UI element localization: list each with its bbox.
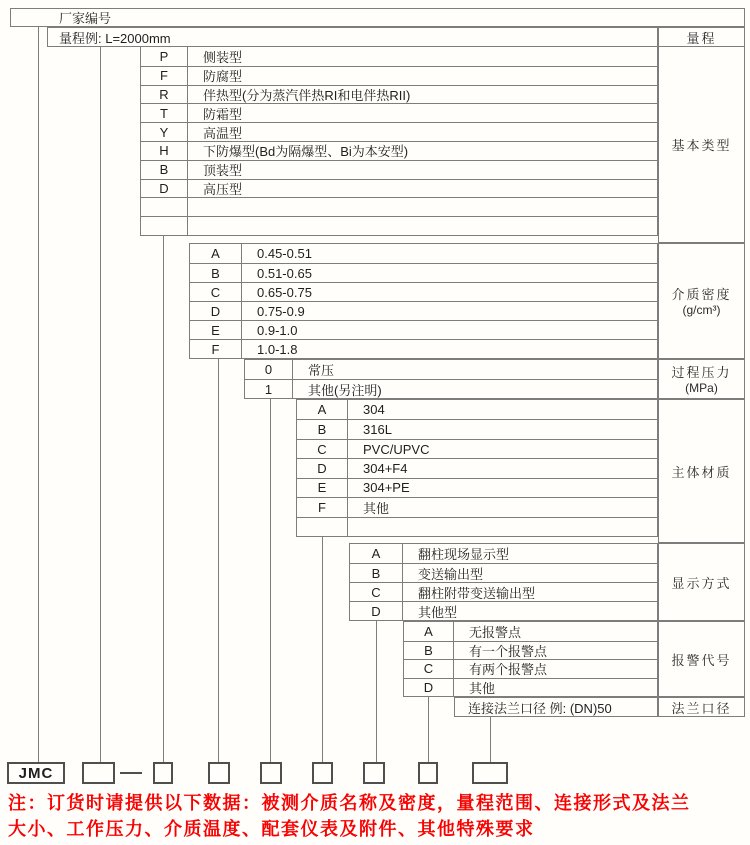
table-row (297, 497, 657, 516)
category-label-medium-density: 介质密度 (g/cm³) (658, 243, 745, 359)
code-dash-separator (120, 772, 142, 774)
medium-density-table (189, 243, 658, 359)
table-row (190, 301, 657, 320)
table-row (141, 179, 657, 198)
table-row (141, 122, 657, 141)
table-row (404, 678, 657, 697)
factory-code-label: 厂家编号 (59, 11, 112, 26)
table-row (245, 360, 657, 379)
code-cell: 1 (245, 380, 293, 398)
body-material-table (296, 399, 658, 537)
code-cell: D (297, 459, 348, 477)
code-cell: P (141, 47, 188, 66)
range-label: 量程 (686, 30, 717, 46)
desc-cell: 高压型 (203, 182, 243, 197)
desc-cell (188, 198, 657, 216)
table-row (404, 641, 657, 660)
table-row (190, 339, 657, 358)
basic-type-table (140, 46, 658, 236)
code-box-pressure (260, 762, 282, 784)
category-label-range (658, 27, 745, 47)
model-prefix: JMC (18, 764, 54, 782)
category-label-display-mode: 显示方式 (658, 543, 745, 621)
code-cell: C (190, 283, 242, 301)
pressure-unit: (MPa) (685, 381, 718, 395)
code-cell: F (297, 498, 348, 516)
connector-line-range (100, 47, 101, 762)
code-box-basic-type (153, 762, 173, 784)
code-cell (141, 217, 188, 235)
code-cell: D (404, 679, 454, 697)
code-cell: A (404, 622, 454, 641)
desc-cell: 0.45-0.51 (257, 246, 312, 261)
model-prefix-box (7, 762, 65, 784)
connector-line-alarm (428, 697, 429, 762)
desc-cell: 侧装型 (203, 49, 243, 65)
table-row (190, 320, 657, 339)
desc-cell: 翻柱现场显示型 (418, 547, 510, 562)
code-cell: H (141, 142, 188, 160)
code-cell: C (297, 440, 348, 458)
range-example-text: 量程例: L=2000mm (59, 30, 171, 46)
table-row (190, 263, 657, 282)
table-row (141, 141, 657, 160)
desc-cell: 常压 (308, 363, 335, 378)
connector-line-display (376, 621, 377, 762)
code-cell: C (350, 583, 403, 601)
desc-cell: 无报警点 (469, 624, 522, 640)
connector-line-material (322, 537, 323, 762)
code-cell: A (190, 244, 242, 263)
code-cell: D (350, 602, 403, 620)
desc-cell: 下防爆型(Bd为隔爆型、Bi为本安型) (203, 144, 409, 160)
desc-cell: 0.75-0.9 (257, 303, 305, 319)
desc-cell: 翻柱附带变送输出型 (418, 585, 536, 601)
desc-cell: 其他 (469, 680, 496, 696)
desc-cell: 1.0-1.8 (257, 341, 298, 357)
code-cell: A (350, 544, 403, 563)
connector-line-basic-type (163, 236, 164, 762)
category-label-body-material: 主体材质 (658, 399, 745, 543)
desc-cell: 304+PE (363, 480, 410, 496)
code-cell: F (190, 340, 242, 358)
code-cell: R (141, 86, 188, 104)
code-cell: B (297, 420, 348, 438)
connector-line-flange (490, 717, 491, 762)
desc-cell: 防腐型 (203, 69, 243, 85)
table-row (141, 85, 657, 104)
desc-cell: 其他(另注明) (308, 382, 382, 398)
table-row (141, 66, 657, 85)
table-row (404, 659, 657, 678)
code-cell: B (141, 161, 188, 179)
code-cell: A (297, 400, 348, 419)
factory-code-box (10, 8, 745, 27)
table-row-empty (141, 216, 657, 235)
desc-cell: 304 (363, 402, 385, 418)
category-label-alarm-code: 报警代号 (658, 621, 745, 697)
table-row (190, 244, 657, 263)
desc-cell: 有一个报警点 (469, 643, 548, 659)
table-row (350, 601, 657, 620)
code-cell: E (297, 479, 348, 497)
density-unit: (g/cm³) (682, 303, 721, 317)
table-row (297, 478, 657, 497)
table-row (350, 582, 657, 601)
code-cell: E (190, 321, 242, 339)
desc-cell: 0.65-0.75 (257, 284, 312, 300)
range-example-box (47, 27, 658, 47)
table-row (297, 400, 657, 419)
code-box-flange (472, 762, 508, 784)
category-label-process-pressure: 过程压力 (MPa) (658, 359, 745, 399)
desc-cell (188, 217, 657, 235)
code-cell (297, 518, 348, 536)
desc-cell (348, 518, 657, 536)
connector-line-factory (38, 27, 39, 762)
code-cell: Y (141, 123, 188, 141)
table-row (404, 622, 657, 641)
order-note: 注：订货时请提供以下数据：被测介质名称及密度，量程范围、连接形式及法兰大小、工作压力、介质温度、配套仪表及附件、其他特殊要求 (8, 793, 691, 839)
code-box-range (82, 762, 115, 784)
desc-cell: 304+F4 (363, 460, 408, 476)
code-cell (141, 198, 188, 216)
desc-cell: 其他型 (418, 604, 458, 620)
desc-cell: PVC/UPVC (363, 441, 430, 457)
connector-line-density (218, 359, 219, 762)
flange-size-box (454, 697, 658, 717)
table-row (245, 379, 657, 398)
table-row-empty (297, 517, 657, 536)
code-cell: B (350, 564, 403, 582)
table-row (297, 419, 657, 438)
table-row (297, 439, 657, 458)
table-row (190, 282, 657, 301)
desc-cell: 有两个报警点 (469, 662, 548, 678)
code-cell: B (404, 642, 454, 660)
table-row (141, 47, 657, 66)
code-box-display (363, 762, 385, 784)
category-label-flange-size: 法兰口径 (658, 697, 745, 717)
desc-cell: 0.51-0.65 (257, 265, 312, 281)
table-row (350, 563, 657, 582)
code-box-material (312, 762, 333, 784)
desc-cell: 0.9-1.0 (257, 322, 298, 338)
desc-cell: 其他 (363, 500, 390, 516)
code-cell: C (404, 660, 454, 678)
table-row (297, 458, 657, 477)
code-box-alarm (418, 762, 438, 784)
code-cell: F (141, 67, 188, 85)
code-cell: B (190, 264, 242, 282)
code-cell: D (190, 302, 242, 320)
desc-cell: 316L (363, 422, 392, 438)
code-cell: T (141, 104, 188, 122)
desc-cell: 伴热型(分为蒸汽伴热RI和电伴热RII) (203, 88, 411, 103)
category-label-basic-type: 基本类型 (658, 46, 745, 243)
code-box-density (208, 762, 230, 784)
desc-cell: 高温型 (203, 125, 243, 141)
desc-cell: 防霜型 (203, 106, 243, 122)
alarm-code-table (403, 621, 658, 697)
table-row (141, 160, 657, 179)
code-cell: D (141, 180, 188, 198)
flange-size-text: 连接法兰口径 例: (DN)50 (468, 700, 612, 716)
table-row (350, 544, 657, 563)
display-mode-table (349, 543, 658, 621)
code-cell: 0 (245, 360, 293, 379)
process-pressure-table (244, 359, 658, 399)
table-row (141, 103, 657, 122)
desc-cell: 顶装型 (203, 163, 243, 179)
desc-cell: 变送输出型 (418, 566, 484, 582)
connector-line-pressure (270, 399, 271, 762)
table-row-empty (141, 197, 657, 216)
